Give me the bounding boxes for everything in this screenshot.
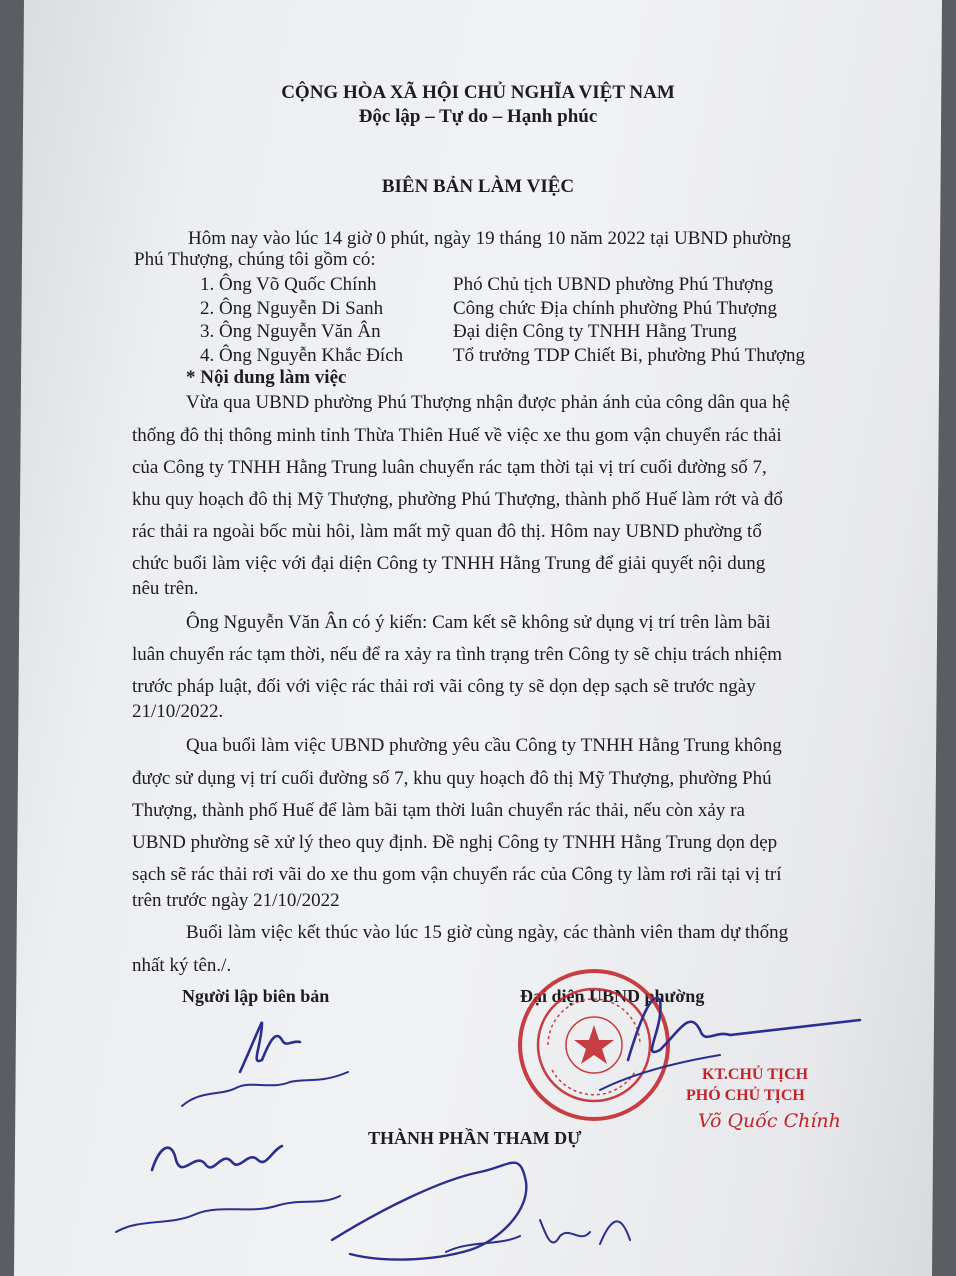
paragraph-line: trước pháp luật, đối với việc rác thải rơi vãi công ty sẽ dọn dẹp sạch sẽ trước ngày: [132, 676, 756, 697]
di-sanh-signature-icon: [240, 1022, 300, 1072]
member-role: Đại diện Công ty TNHH Hằng Trung: [453, 321, 737, 342]
intro-line: Hôm nay vào lúc 14 giờ 0 phút, ngày 19 tháng 10 năm 2022 tại UBND phường: [188, 228, 791, 249]
paragraph-line: luân chuyển rác tạm thời, nếu để ra xảy ra tình trạng trên Công ty sẽ chịu trách nhiệm: [132, 644, 783, 665]
paragraph-line: của Công ty TNHH Hằng Trung luân chuyển rác tạm thời tại vị trí cuối đường số 7,: [132, 457, 767, 478]
paragraph-line: thống đô thị thông minh tỉnh Thừa Thiên Huế về việc xe thu gom vận chuyển rác thải: [132, 425, 782, 446]
paragraph-line: UBND phường sẽ xử lý theo quy định. Đề nghị Công ty TNHH Hằng Trung dọn dẹp: [132, 832, 778, 853]
khac-dich-signature-icon: [152, 1146, 282, 1170]
member-name: 1. Ông Võ Quốc Chính: [200, 274, 377, 295]
stamp-title-1: KT.CHỦ TỊCH: [702, 1066, 809, 1083]
paragraph-line: chức buổi làm việc với đại diện Công ty TNHH Hằng Trung để giải quyết nội dung: [132, 553, 766, 574]
member-role: Tổ trưởng TDP Chiết Bi, phường Phú Thượng: [453, 345, 806, 366]
motto: Độc lập – Tự do – Hạnh phúc: [358, 106, 598, 127]
member-role: Phó Chủ tịch UBND phường Phú Thượng: [453, 274, 774, 295]
member-name: 2. Ông Nguyễn Di Sanh: [200, 298, 384, 319]
document-title: BIÊN BẢN LÀM VIỆC: [381, 176, 575, 197]
paragraph-line: Vừa qua UBND phường Phú Thượng nhận được phản ánh của công dân qua hệ: [186, 392, 790, 413]
member-name: 3. Ông Nguyễn Văn Ân: [200, 321, 381, 342]
paragraph-line: Qua buổi làm việc UBND phường yêu cầu Công ty TNHH Hằng Trung không: [186, 735, 782, 756]
nation-heading: CỘNG HÒA XÃ HỘI CHỦ NGHĨA VIỆT NAM: [281, 82, 675, 103]
paragraph-line: Buổi làm việc kết thúc vào lúc 15 giờ cùng ngày, các thành viên tham dự thống: [186, 922, 789, 943]
intro-line: Phú Thượng, chúng tôi gồm có:: [134, 249, 376, 270]
paragraph-line: Ông Nguyễn Văn Ân có ý kiến: Cam kết sẽ không sử dụng vị trí trên làm bãi: [186, 612, 771, 633]
paragraph-line: khu quy hoạch đô thị Mỹ Thượng, phường Phú Thượng, thành phố Huế làm rớt và đổ: [132, 489, 783, 510]
right-signer-label: Đại diện UBND phường: [520, 986, 705, 1006]
paragraph-line: sạch sẽ rác thải rơi vãi do xe thu gom vận chuyển rác của Công ty làm rơi rãi tại vị trí: [132, 864, 782, 885]
paragraph-line: 21/10/2022.: [132, 701, 224, 722]
chairman-signature-icon: [628, 998, 860, 1060]
paragraph-line: trên trước ngày 21/10/2022: [132, 890, 340, 911]
member-name: 4. Ông Nguyễn Khắc Đích: [200, 345, 404, 366]
paragraph-line: được sử dụng vị trí cuối đường số 7, khu quy hoạch đô thị Mỹ Thượng, phường Phú: [132, 768, 772, 789]
attendees-label: THÀNH PHẦN THAM DỰ: [368, 1128, 582, 1148]
paragraph-line: nêu trên.: [132, 578, 199, 599]
member-role: Công chức Địa chính phường Phú Thượng: [453, 298, 778, 319]
left-signer-label: Người lập biên bản: [182, 986, 330, 1006]
paragraph-line: nhất ký tên./.: [132, 955, 232, 976]
van-an-signature-icon: [332, 1163, 526, 1260]
stamp-title-2: PHÓ CHỦ TỊCH: [686, 1087, 805, 1104]
stamp-name: Võ Quốc Chính: [698, 1110, 841, 1132]
section-heading: * Nội dung làm việc: [186, 367, 347, 388]
official-seal-icon: [520, 971, 668, 1119]
paragraph-line: Thượng, thành phố Huế để làm bãi tạm thời luân chuyển rác thải, nếu còn xảy ra: [132, 800, 745, 821]
paragraph-line: rác thải ra ngoài bốc mùi hôi, làm mất mỹ quan đô thị. Hôm nay UBND phường tổ: [132, 521, 762, 542]
